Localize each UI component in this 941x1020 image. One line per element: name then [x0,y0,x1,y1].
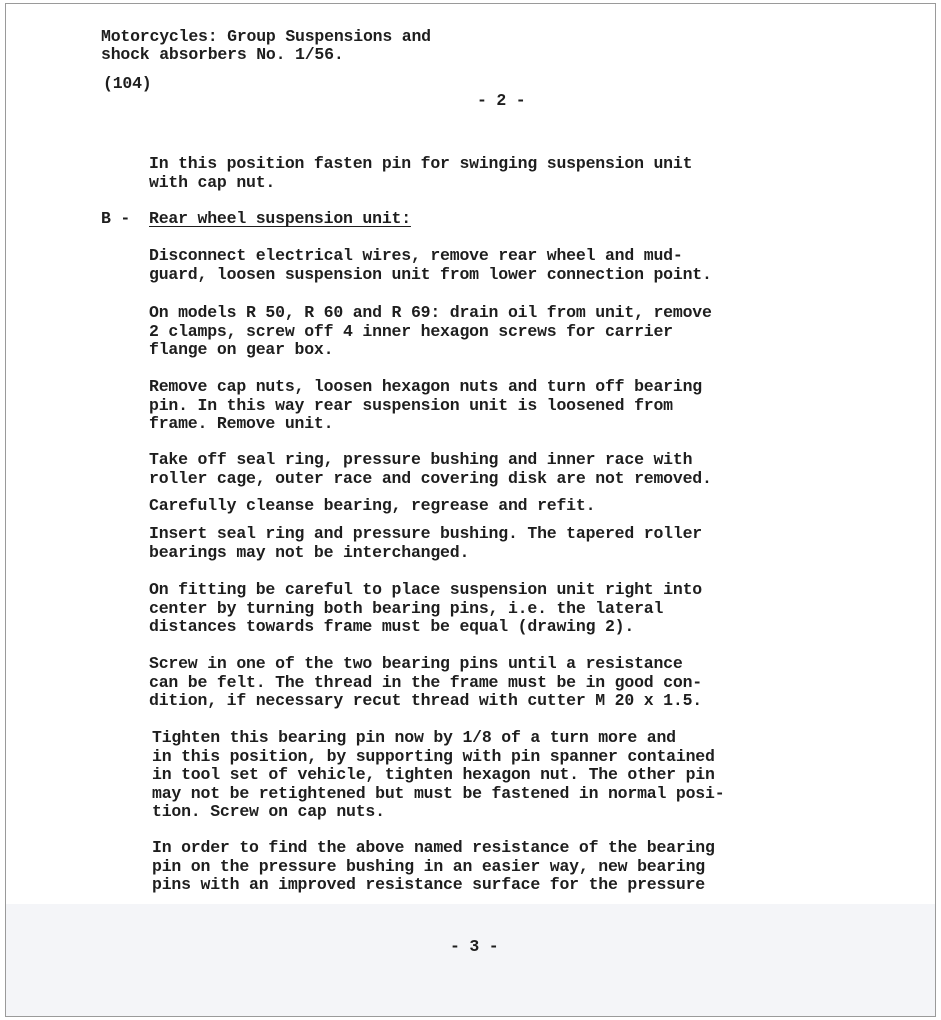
paragraph-models: On models R 50, R 60 and R 69: drain oil from unit, remove 2 clamps, screw off 4 inner hexagon screws for carrier flange on gear box. [149,303,712,359]
paragraph-fitting: On fitting be careful to place suspension unit right into center by turning both bearing pins, i.e. the lateral distances towards frame must be equal (drawing 2). [149,580,702,636]
paragraph-cleanse: Carefully cleanse bearing, regrease and refit. [149,496,596,515]
section-marker: B - [101,209,131,228]
header-line-1: Motorcycles: Group Suspensions and [101,27,431,46]
page-bottom-area [6,904,935,1016]
continuation-page-number: - 3 - [450,937,499,956]
paragraph-resistance: In order to find the above named resistance of the bearing pin on the pressure bushing in an easier way, new bearing pins with an improved resistance surface for the pressure [152,838,715,894]
paragraph-tighten: Tighten this bearing pin now by 1/8 of a turn more and in this position, by supporting with pin spanner contained in tool set of vehicle, tighten hexagon nut. The other pin may not be retightened but must be fastened in normal posi- tion. Screw on cap nuts. [152,728,725,821]
paragraph-seal-ring: Take off seal ring, pressure bushing and inner race with roller cage, outer race and covering disk are not removed. [149,450,712,488]
paragraph-remove-cap-nuts: Remove cap nuts, loosen hexagon nuts and turn off bearing pin. In this way rear suspension unit is loosened from frame. Remove unit. [149,377,702,433]
section-title: Rear wheel suspension unit: [149,209,411,228]
page-number: - 2 - [477,91,526,110]
paragraph-disconnect: Disconnect electrical wires, remove rear wheel and mud- guard, loosen suspension unit from lower connection point. [149,246,712,284]
paragraph-insert: Insert seal ring and pressure bushing. The tapered roller bearings may not be interchanged. [149,524,702,562]
intro-paragraph: In this position fasten pin for swinging suspension unit with cap nut. [149,154,693,192]
header-line-2: shock absorbers No. 1/56. [101,45,344,64]
header-reference: (104) [103,74,152,93]
document-page [5,3,936,1017]
paragraph-screw-in: Screw in one of the two bearing pins until a resistance can be felt. The thread in the frame must be in good con- dition, if necessary recut thread with cutter M 20 x 1.5. [149,654,702,710]
